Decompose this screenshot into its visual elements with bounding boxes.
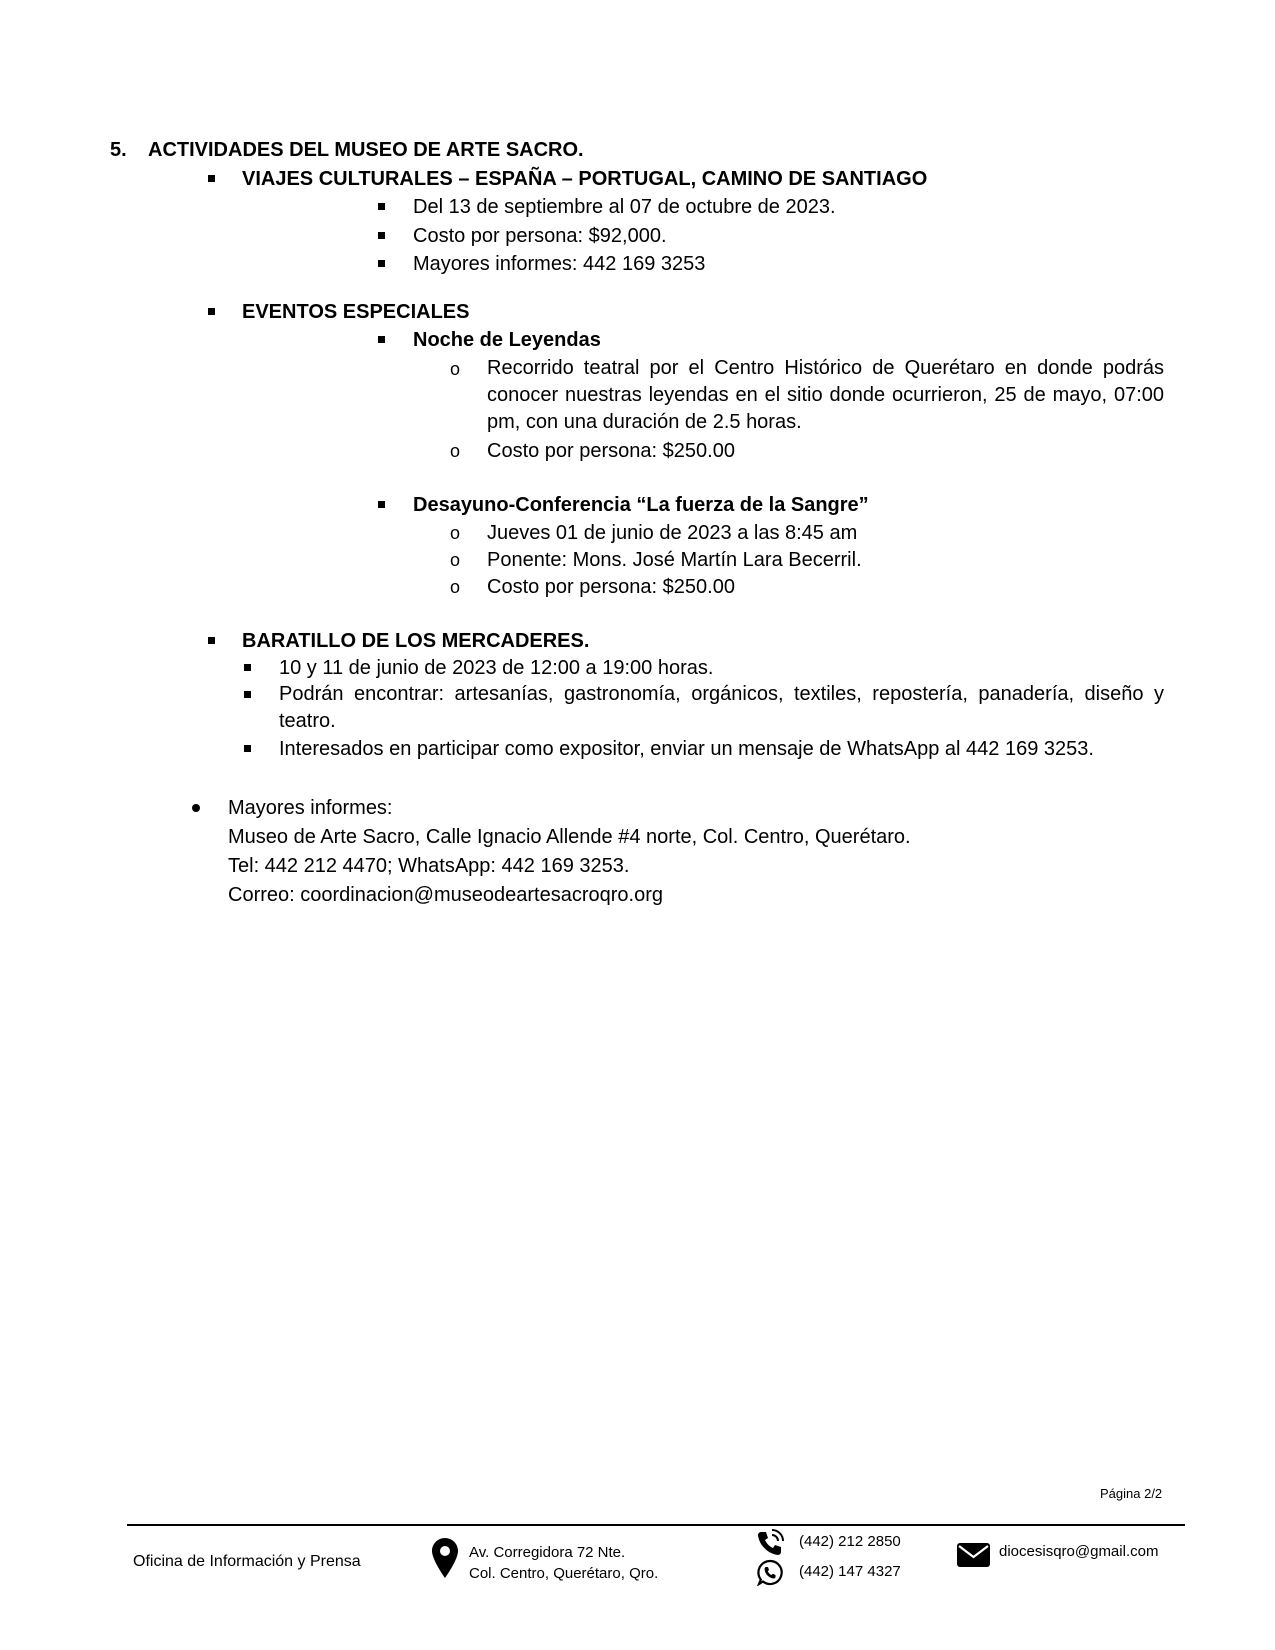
- bullet-square: [244, 664, 251, 671]
- footer-address-line2: Col. Centro, Querétaro, Qro.: [469, 1565, 659, 1582]
- baratillo-heading: BARATILLO DE LOS MERCADERES.: [242, 630, 590, 652]
- bullet-square: [208, 637, 215, 644]
- baratillo-item: Podrán encontrar: artesanías, gastronomía, orgánicos, textiles, repostería, panadería, diseño y teatro.: [279, 683, 1164, 732]
- desayuno-title: Desayuno-Conferencia “La fuerza de la Sangre”: [413, 494, 869, 516]
- baratillo-item: Interesados en participar como expositor, enviar un mensaje de WhatsApp al 442 169 3253.: [279, 738, 1094, 760]
- bullet-square: [244, 745, 251, 752]
- viajes-item: Del 13 de septiembre al 07 de octubre de 2023.: [413, 196, 836, 218]
- bullet-square: [378, 232, 385, 239]
- footer-email: diocesisqro@gmail.com: [999, 1543, 1159, 1560]
- bullet-square: [208, 175, 215, 182]
- eventos-heading: EVENTOS ESPECIALES: [242, 301, 470, 323]
- phone-icon: [756, 1529, 784, 1557]
- bullet-square: [244, 691, 251, 698]
- noche-description: Recorrido teatral por el Centro Histórico de Querétaro en donde podrás conocer nuestras leyendas en el sitio donde ocurrieron, 25 de mayo, 07:00 pm, con una duración de 2.5 horas.: [487, 357, 1164, 433]
- baratillo-item: 10 y 11 de junio de 2023 de 12:00 a 19:00 horas.: [279, 657, 714, 679]
- desayuno-item: Costo por persona: $250.00: [487, 576, 735, 598]
- bullet-circle: o: [450, 577, 461, 597]
- bullet-square: [378, 336, 385, 343]
- whatsapp-icon: [757, 1559, 784, 1586]
- section-number: 5.: [110, 139, 127, 161]
- desayuno-item: Ponente: Mons. José Martín Lara Becerril.: [487, 549, 862, 571]
- footer-whatsapp: (442) 147 4327: [799, 1563, 901, 1580]
- bullet-square: [378, 260, 385, 267]
- footer-address-line1: Av. Corregidora 72 Nte.: [469, 1544, 626, 1561]
- noche-title: Noche de Leyendas: [413, 329, 601, 351]
- bullet-circle: o: [450, 550, 461, 570]
- informes-line: Tel: 442 212 4470; WhatsApp: 442 169 3253.: [228, 855, 630, 877]
- viajes-item: Costo por persona: $92,000.: [413, 225, 667, 247]
- footer-divider: [127, 1524, 1185, 1526]
- bullet-square: [378, 203, 385, 210]
- bullet-square: [378, 501, 385, 508]
- footer-phone: (442) 212 2850: [799, 1533, 901, 1550]
- desayuno-item: Jueves 01 de junio de 2023 a las 8:45 am: [487, 522, 858, 544]
- footer-office: Oficina de Información y Prensa: [133, 1553, 361, 1570]
- bullet-square: [208, 308, 215, 315]
- informes-line: Museo de Arte Sacro, Calle Ignacio Allende #4 norte, Col. Centro, Querétaro.: [228, 826, 911, 848]
- viajes-heading: VIAJES CULTURALES – ESPAÑA – PORTUGAL, CAMINO DE SANTIAGO: [242, 168, 928, 190]
- bullet-circle: o: [450, 359, 461, 379]
- bullet-circle: o: [450, 523, 461, 543]
- informes-line: Mayores informes:: [228, 797, 393, 819]
- viajes-item: Mayores informes: 442 169 3253: [413, 253, 706, 275]
- page-number: Página 2/2: [1100, 1486, 1163, 1501]
- informes-line: Correo: coordinacion@museodeartesacroqro.org: [228, 884, 663, 906]
- noche-cost: Costo por persona: $250.00: [487, 440, 735, 462]
- section-title: ACTIVIDADES DEL MUSEO DE ARTE SACRO.: [148, 139, 584, 161]
- bullet-dot: [192, 804, 200, 812]
- bullet-circle: o: [450, 441, 461, 461]
- envelope-icon: [957, 1543, 990, 1567]
- location-pin-icon: [432, 1538, 458, 1578]
